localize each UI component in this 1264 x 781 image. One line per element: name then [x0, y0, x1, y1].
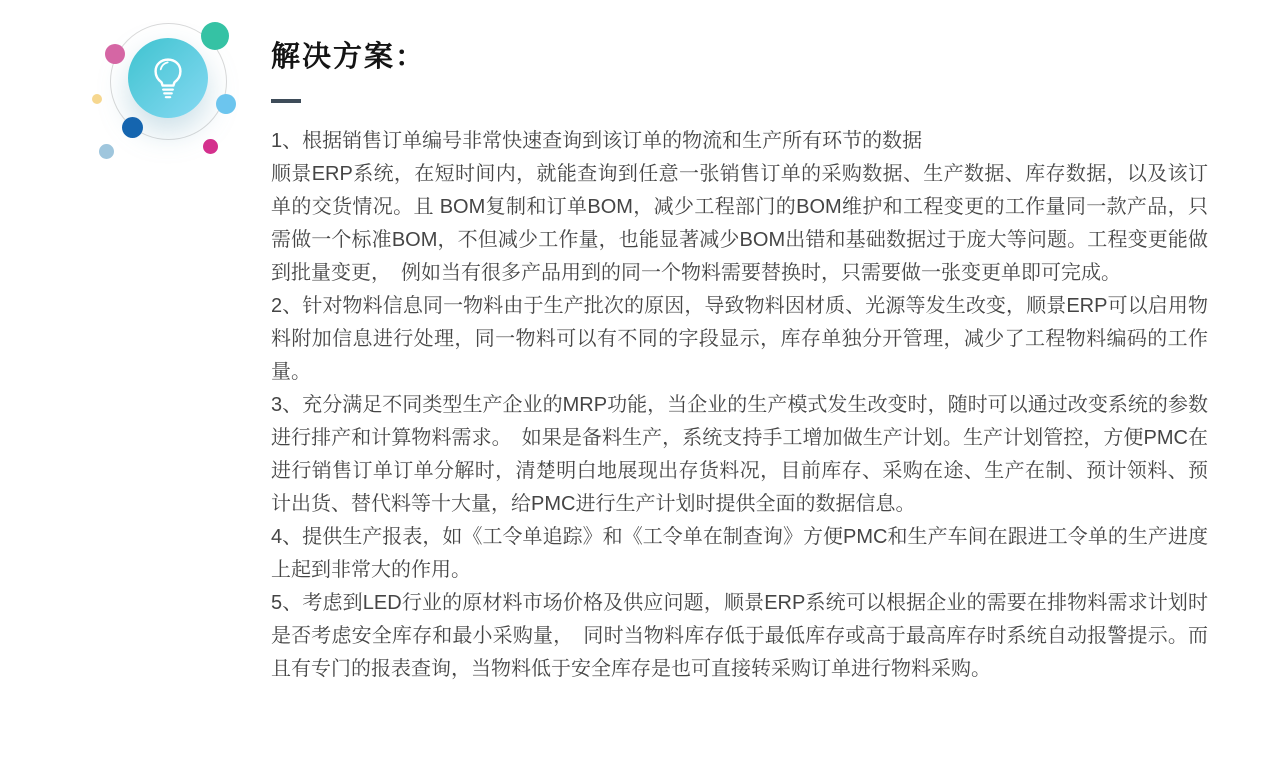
lightbulb-icon — [141, 49, 195, 107]
title-underline — [271, 99, 301, 103]
page-title: 解决方案： — [271, 41, 427, 73]
dot-steel-small — [99, 144, 114, 159]
dot-darkblue — [122, 117, 143, 138]
paragraph-point-1-heading: 1、根据销售订单编号非常快速查询到该订单的物流和生产所有环节的数据 — [271, 129, 923, 152]
lightbulb-idea-icon — [0, 0, 260, 190]
paragraph-point-3: 3、充分满足不同类型生产企业的MRP功能，当企业的生产模式发生改变时，随时可以通过改变系统的参数进行排产和计算物料需求。 如果是备料生产，系统支持手工增加做生产计划。生产计划管控，方便PMC在进行销售订单订单分解时，清楚明白地展现出存货料况，目前库存、采购在途、生产在制、预计领料、预计出货、替代料等十大量，给PMC进行生产计划时提供全面的数据信息。 — [271, 393, 1208, 515]
dot-teal-large — [201, 22, 229, 50]
paragraph-point-4: 4、提供生产报表，如《工令单追踪》和《工令单在制查询》方便PMC和生产车间在跟进工令单的生产进度上起到非常大的作用。 — [271, 525, 1208, 581]
dot-magenta-small — [203, 139, 218, 154]
paragraph-point-2: 2、针对物料信息同一物料由于生产批次的原因，导致物料因材质、光源等发生改变，顺景ERP可以启用物料附加信息进行处理，同一物料可以有不同的字段显示，库存单独分开管理，减少了工程物料编码的工作量。 — [271, 294, 1208, 383]
dot-pink — [105, 44, 125, 64]
dot-lightblue — [216, 94, 236, 114]
icon-gradient-circle — [128, 38, 208, 118]
content-area — [271, 42, 1208, 686]
paragraph-point-5: 5、考虑到LED行业的原材料市场价格及供应问题，顺景ERP系统可以根据企业的需要在排物料需求计划时是否考虑安全库存和最小采购量， 同时当物料库存低于最低库存或高于最高库存时系统自动报警提示。而且有专门的报表查询，当物料低于安全库存是也可直接转采购订单进行物料采购。 — [271, 591, 1208, 680]
paragraph-point-1-body: 顺景ERP系统，在短时间内，就能查询到任意一张销售订单的采购数据、生产数据、库存数据，以及该订单的交货情况。且 BOM复制和订单BOM，减少工程部门的BOM维护和工程变更的工作量同一款产品，只需做一个标准BOM，不但减少工作量，也能显著减少BOM出错和基础数据过于庞大等问题。工程变更能做到批量变更， 例如当有很多产品用到的同一个物料需要替换时，只需要做一张变更单即可完成。 — [271, 162, 1208, 284]
body-text — [271, 125, 1208, 686]
dot-yellow-small — [92, 94, 102, 104]
